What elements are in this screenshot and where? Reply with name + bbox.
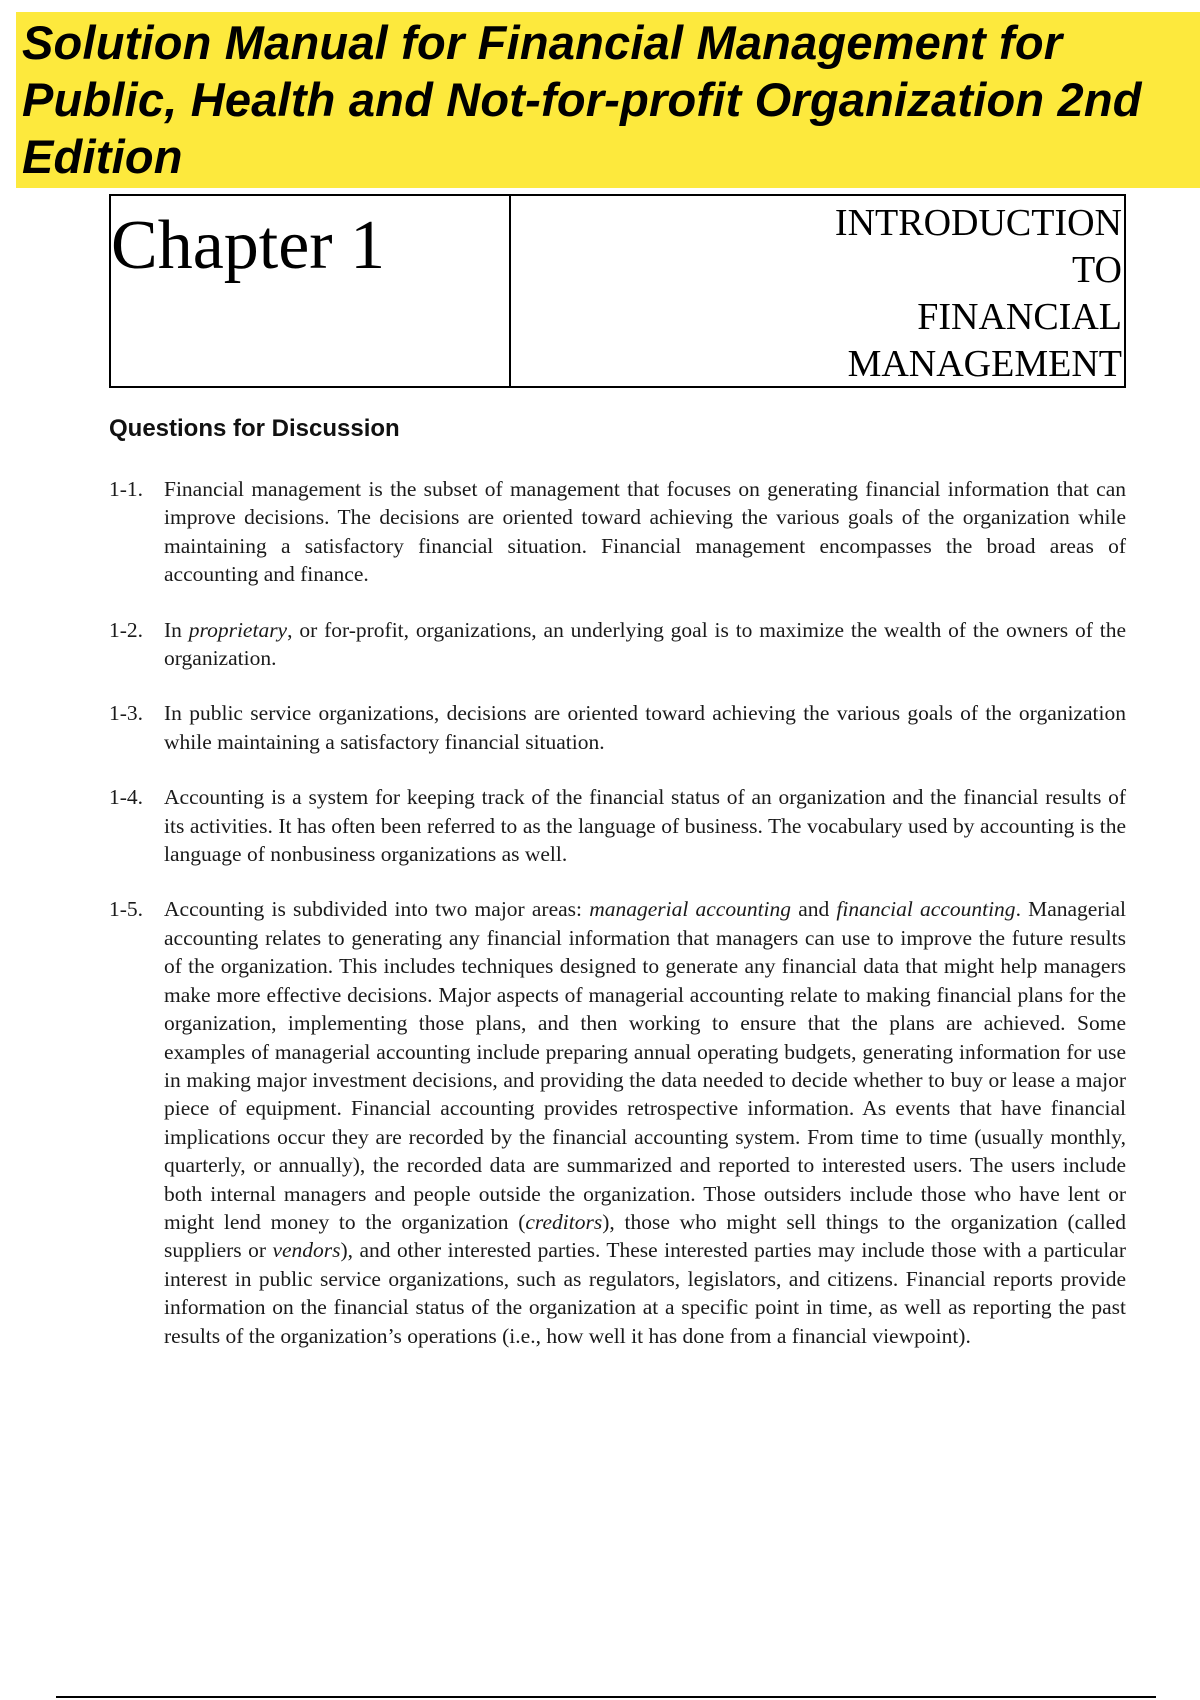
answer-text-segment: Accounting is subdivided into two major areas: — [164, 897, 590, 922]
answer-text — [164, 701, 1126, 753]
answer-item — [109, 783, 1126, 868]
chapter-title-line: TO — [1072, 249, 1122, 291]
chapter-number: Chapter 1 — [111, 207, 386, 284]
answer-text — [164, 477, 1126, 586]
answer-number: 1-4. — [109, 785, 144, 810]
answer-text-segment: ), those who might sell things to the organization (called suppliers or — [164, 1209, 1126, 1263]
chapter-title-cell — [511, 196, 1124, 386]
answer-term-italic: vendors — [272, 1238, 341, 1263]
answer-text — [164, 897, 1126, 1347]
answer-item — [109, 475, 1126, 589]
answer-term-italic: proprietary — [188, 617, 288, 642]
answer-text-segment: Accounting is a system for keeping track of the financial status of an organization and the financial results of its activities. It has often been referred to as the language of business. The vocabulary used by accounting is the language of nonbusiness organizations as well. — [164, 785, 1126, 867]
section-heading: Questions for Discussion — [109, 415, 400, 442]
answer-term-italic: creditors — [525, 1209, 603, 1234]
chapter-title-line: FINANCIAL — [917, 296, 1122, 338]
answer-text-segment: ), and other interested parties. These interested parties may include those with a particular interest in public service organizations, such as regulators, legislators, and citizens. Financial reports provide information on the financial status of the organization at a specific point in time, as well as reporting the past results of the organization’s operations (i.e., how well it has done from a financial viewpoint). — [164, 1238, 1126, 1348]
chapter-header-box — [109, 194, 1126, 388]
answer-text — [164, 785, 1126, 866]
document-title: Solution Manual for Financial Management for Public, Health and Not-for-profit Organization 2nd Edition — [22, 16, 1142, 183]
answer-term-italic: financial accounting — [836, 897, 1016, 922]
answer-text-segment: . Managerial accounting relates to generating any financial information that managers can use to improve the future results of the organization. This includes techniques designed to generate any financial data that might help managers make more effective decisions. Major aspects of managerial accounting relate to making financial plans for the organization, implementing those plans, and then working to ensure that the plans are achieved. Some examples of managerial accounting include preparing annual operating budgets, generating information for use in making major investment decisions, and providing the data needed to decide whether to buy or lease a major piece of equipment. Financial accounting provides retrospective information. As events that have financial implications occur they are recorded by the financial accounting system. From time to time (usually monthly, quarterly, or annually), the recorded data are summarized and reported to interested users. The users include both internal managers and people outside the organization. Those outsiders include those who have lent or might lend money to the organization ( — [164, 897, 1127, 1234]
title-banner — [16, 12, 1200, 188]
answer-text-segment: In — [164, 617, 189, 642]
footer-divider — [56, 1696, 1156, 1698]
chapter-number-cell — [111, 196, 511, 386]
answer-number: 1-2. — [109, 617, 144, 642]
answer-item — [109, 895, 1126, 1350]
answer-text-segment: In public service organizations, decisions are oriented toward achieving the various goals of the organization while maintaining a satisfactory financial situation. — [164, 701, 1126, 754]
answer-item — [109, 699, 1126, 756]
answer-item — [109, 616, 1126, 673]
answer-number: 1-3. — [109, 701, 144, 726]
answer-number: 1-1. — [109, 477, 144, 501]
answer-text-segment: , or for-profit, organizations, an underlying goal is to maximize the wealth of the owners of the organization. — [164, 617, 1126, 671]
answer-text-segment: and — [791, 897, 837, 922]
answer-text-segment: Financial management is the subset of management that focuses on generating financial information that can improve decisions. The decisions are oriented toward achieving the various goals of the organization while maintaining a satisfactory financial situation. Financial management encompasses the broad areas of accounting and finance. — [164, 477, 1126, 587]
discussion-answers-list — [109, 475, 1126, 1377]
answer-text — [164, 618, 1126, 670]
answer-number: 1-5. — [109, 897, 144, 922]
answer-term-italic: managerial accounting — [589, 897, 792, 922]
chapter-title-line: MANAGEMENT — [847, 343, 1122, 385]
chapter-title-line: INTRODUCTION — [834, 202, 1122, 244]
